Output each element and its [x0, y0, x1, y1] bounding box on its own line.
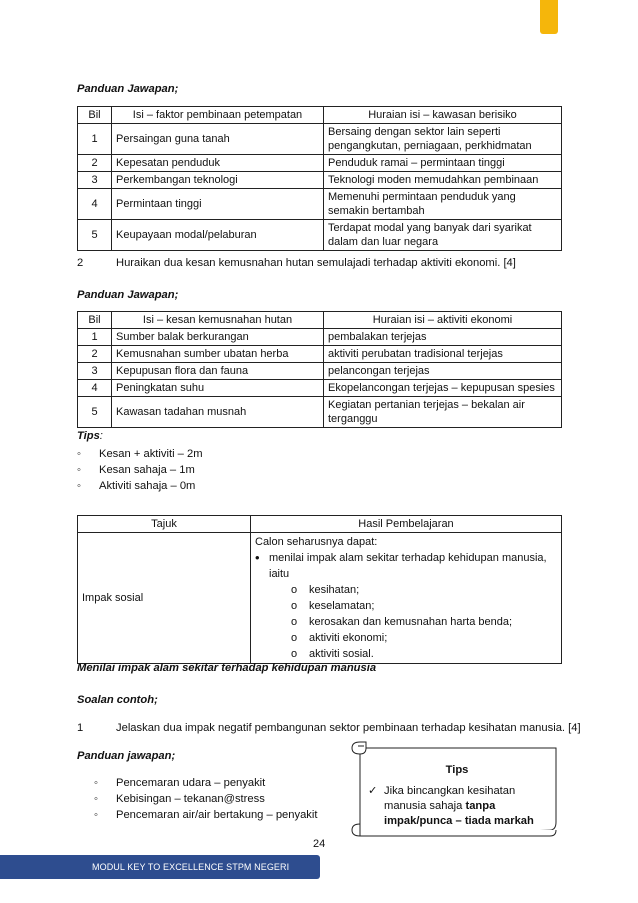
- outcome-intro: Calon seharusnya dapat:: [255, 536, 378, 548]
- outcome-subitem: o keselamatan;: [255, 598, 557, 614]
- cell-bil: 1: [78, 124, 112, 155]
- cell-hasil: [251, 533, 562, 664]
- heading-impak: Menilai impak alam sekitar terhadap kehidupan manusia: [77, 662, 377, 674]
- page-tab-accent: [540, 0, 558, 34]
- cell-huraian: Ekopelancongan terjejas – kepupusan spesies: [324, 380, 562, 397]
- cell-bil: 5: [78, 220, 112, 251]
- cell-bil: 3: [78, 172, 112, 189]
- list-item: ◦ Kesan sahaja – 1m: [77, 462, 377, 478]
- list-item: ◦ Kebisingan – tekanan@stress: [94, 791, 334, 807]
- col-header-huraian: Huraian isi – kawasan berisiko: [324, 107, 562, 124]
- cell-huraian: Penduduk ramai – permintaan tinggi: [324, 155, 562, 172]
- cell-isi: Peningkatan suhu: [112, 380, 324, 397]
- table-header-row: [78, 516, 562, 533]
- table-row: [78, 189, 562, 220]
- footer-banner: MODUL KEY TO EXCELLENCE STPM NEGERI PERAK: [80, 855, 320, 879]
- question1-number: 1: [77, 722, 84, 734]
- table-header-row: [78, 107, 562, 124]
- cell-huraian: Bersaing dengan sektor lain seperti pengangkutan, perniagaan, perkhidmatan: [324, 124, 562, 155]
- tips-box-text-bold: tanpa impak/punca – tiada markah: [384, 800, 534, 827]
- table-row: [78, 380, 562, 397]
- tips-box-text-plain: Jika bincangkan kesihatan manusia sahaja: [384, 785, 516, 812]
- table-row: [78, 346, 562, 363]
- section1-heading: Panduan Jawapan;: [77, 83, 179, 95]
- list-item: ◦ Pencemaran udara – penyakit: [94, 775, 334, 791]
- outcome-subitem: o aktiviti sosial.: [255, 646, 557, 662]
- table-row: [78, 155, 562, 172]
- cell-huraian: Terdapat modal yang banyak dari syarikat dalam dan luar negara: [324, 220, 562, 251]
- tips1-label: Tips: [77, 430, 100, 442]
- heading-soalan: Soalan contoh;: [77, 694, 158, 706]
- cell-huraian: aktiviti perubatan tradisional terjejas: [324, 346, 562, 363]
- table-row: [78, 363, 562, 380]
- cell-isi: Keupayaan modal/pelaburan: [112, 220, 324, 251]
- tips-scroll-box: [346, 740, 562, 840]
- col-header-hasil: Hasil Pembelajaran: [251, 516, 562, 533]
- tips-box-text: [384, 784, 544, 829]
- list-item: ◦ Aktiviti sahaja – 0m: [77, 478, 377, 494]
- table-kesan-kemusnahan: [77, 311, 562, 428]
- question2-text: Huraikan dua kesan kemusnahan hutan semulajadi terhadap aktiviti ekonomi. [4]: [116, 257, 516, 269]
- col-header-bil: Bil: [78, 107, 112, 124]
- table-row: [78, 124, 562, 155]
- page-number: 24: [313, 838, 326, 850]
- cell-isi: Kawasan tadahan musnah: [112, 397, 324, 428]
- footer-strip: [0, 855, 80, 879]
- cell-tajuk: Impak sosial: [78, 533, 251, 664]
- tips1-list: [77, 446, 377, 494]
- outcome-subitem: o kerosakan dan kemusnahan harta benda;: [255, 614, 557, 630]
- cell-huraian: pelancongan terjejas: [324, 363, 562, 380]
- outcome-bullet: • menilai impak alam sekitar terhadap kehidupan manusia, iaitu: [255, 550, 557, 582]
- cell-isi: Persaingan guna tanah: [112, 124, 324, 155]
- table-hasil-pembelajaran: [77, 515, 562, 664]
- section2-heading: Panduan Jawapan;: [77, 289, 179, 301]
- cell-huraian: Teknologi moden memudahkan pembinaan: [324, 172, 562, 189]
- table-header-row: [78, 312, 562, 329]
- tips1-heading: [77, 430, 103, 442]
- cell-bil: 4: [78, 380, 112, 397]
- cell-bil: 5: [78, 397, 112, 428]
- cell-huraian: pembalakan terjejas: [324, 329, 562, 346]
- answer-list: [94, 775, 334, 823]
- check-icon: ✓: [368, 785, 378, 797]
- col-header-tajuk: Tajuk: [78, 516, 251, 533]
- question2-number: 2: [77, 257, 84, 269]
- outcome-subitem: o aktiviti ekonomi;: [255, 630, 557, 646]
- cell-isi: Perkembangan teknologi: [112, 172, 324, 189]
- list-item: ◦ Kesan + aktiviti – 2m: [77, 446, 377, 462]
- cell-huraian: Kegiatan pertanian terjejas – bekalan air terganggu: [324, 397, 562, 428]
- cell-bil: 2: [78, 155, 112, 172]
- cell-isi: Kepesatan penduduk: [112, 155, 324, 172]
- cell-isi: Sumber balak berkurangan: [112, 329, 324, 346]
- outcome-subitem: o kesihatan;: [255, 582, 557, 598]
- col-header-isi: Isi – faktor pembinaan petempatan: [112, 107, 324, 124]
- table-row: [78, 172, 562, 189]
- table-row: [78, 533, 562, 664]
- cell-huraian: Memenuhi permintaan penduduk yang semakin bertambah: [324, 189, 562, 220]
- table-row: [78, 397, 562, 428]
- col-header-isi: Isi – kesan kemusnahan hutan: [112, 312, 324, 329]
- cell-bil: 2: [78, 346, 112, 363]
- col-header-bil: Bil: [78, 312, 112, 329]
- table-row: [78, 220, 562, 251]
- table-row: [78, 329, 562, 346]
- tips1-colon: :: [99, 430, 103, 442]
- tips-box-title: Tips: [445, 764, 469, 776]
- question1-text: Jelaskan dua impak negatif pembangunan sektor pembinaan terhadap kesihatan manusia. [4]: [116, 722, 581, 734]
- list-item: ◦ Pencemaran air/air bertakung – penyakit: [94, 807, 334, 823]
- cell-bil: 4: [78, 189, 112, 220]
- table-faktor-pembinaan: [77, 106, 562, 251]
- cell-isi: Kepupusan flora dan fauna: [112, 363, 324, 380]
- cell-bil: 3: [78, 363, 112, 380]
- cell-isi: Kemusnahan sumber ubatan herba: [112, 346, 324, 363]
- cell-isi: Permintaan tinggi: [112, 189, 324, 220]
- answer-heading: Panduan jawapan;: [77, 750, 176, 762]
- cell-bil: 1: [78, 329, 112, 346]
- col-header-huraian: Huraian isi – aktiviti ekonomi: [324, 312, 562, 329]
